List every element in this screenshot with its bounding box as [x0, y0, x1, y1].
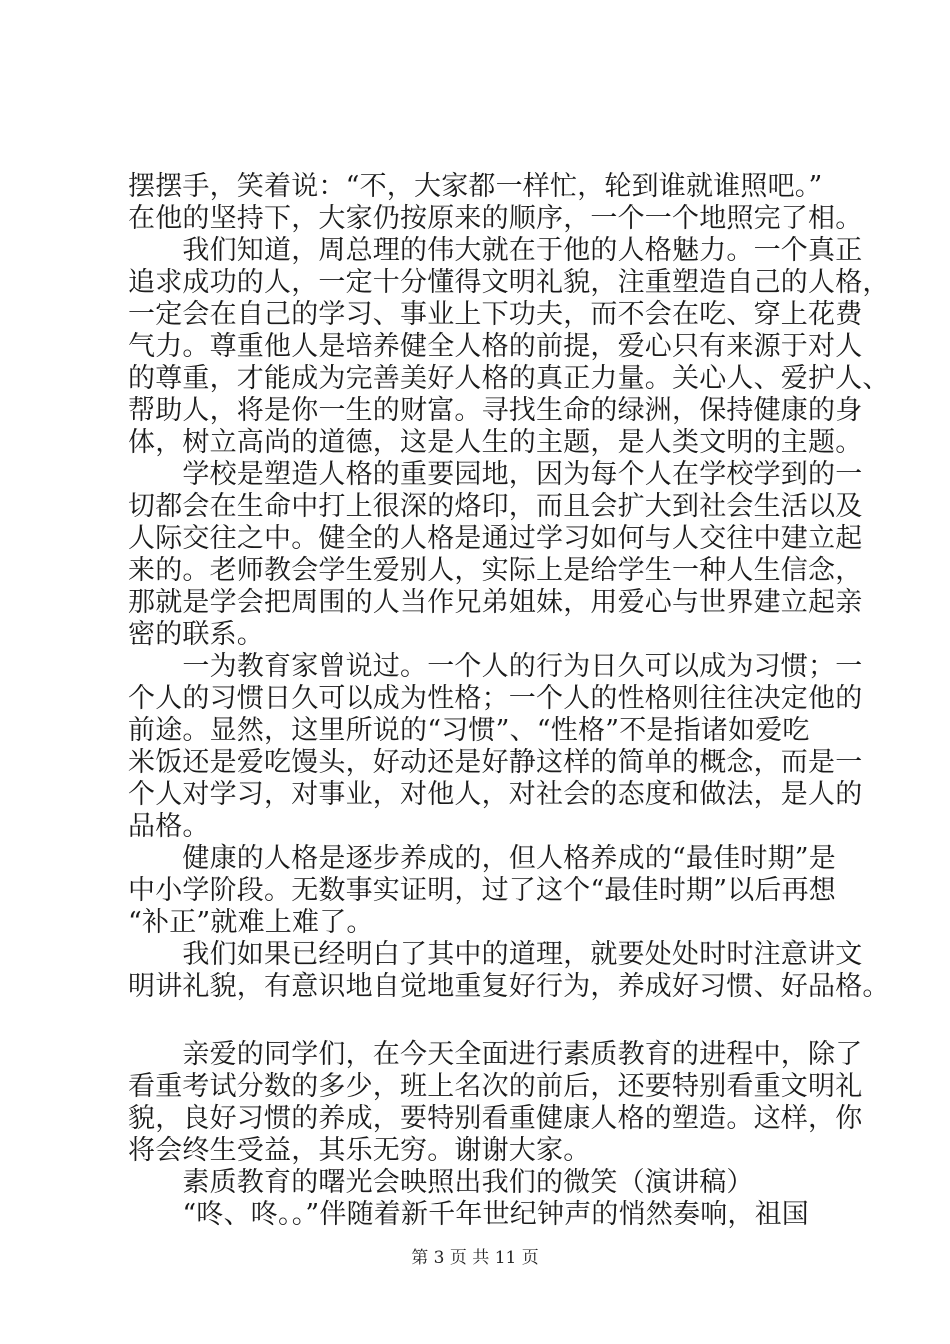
text-line: 前途。显然，这里所说的“习惯”、“性格”不是指诸如爱吃 [128, 715, 810, 746]
text-line: 我们如果已经明白了其中的道理，就要处处时时注意讲文 [128, 939, 863, 970]
text-line: 来的。老师教会学生爱别人，实际上是给学生一种人生信念， [128, 555, 863, 586]
text-line: 貌，良好习惯的养成，要特别看重健康人格的塑造。这样，你 [128, 1103, 863, 1134]
text-line: 将会终生受益，其乐无穷。谢谢大家。 [128, 1135, 591, 1166]
text-line: 亲爱的同学们，在今天全面进行素质教育的进程中，除了 [128, 1039, 863, 1070]
text-line: 一定会在自己的学习、事业上下功夫，而不会在吃、穿上花费 [128, 299, 863, 330]
text-line: 的尊重，才能成为完善美好人格的真正力量。关心人、爱护人、 [128, 363, 890, 394]
text-line: 品格。 [128, 811, 210, 842]
text-line: 学校是塑造人格的重要园地，因为每个人在学校学到的一 [128, 459, 863, 490]
text-line: 摆摆手，笑着说：“不，大家都一样忙，轮到谁就谁照吧。” [128, 171, 823, 202]
text-line: 帮助人，将是你一生的财富。寻找生命的绿洲，保持健康的身 [128, 395, 863, 426]
text-line: 我们知道，周总理的伟大就在于他的人格魅力。一个真正 [128, 235, 863, 266]
text-line: 那就是学会把周围的人当作兄弟姐妹，用爱心与世界建立起亲 [128, 587, 863, 618]
text-line: “补正”就难上难了。 [128, 907, 374, 938]
speech-title-line: 素质教育的曙光会映照出我们的微笑（演讲稿） [128, 1167, 754, 1198]
text-line: 一为教育家曾说过。一个人的行为日久可以成为习惯；一 [128, 651, 863, 682]
text-line: 个人对学习，对事业，对他人，对社会的态度和做法，是人的 [128, 779, 863, 810]
text-line: 人际交往之中。健全的人格是通过学习如何与人交往中建立起 [128, 523, 863, 554]
paragraph-gap [128, 1003, 838, 1039]
text-line: 追求成功的人，一定十分懂得文明礼貌，注重塑造自己的人格， [128, 267, 890, 298]
text-line: 看重考试分数的多少，班上名次的前后，还要特别看重文明礼 [128, 1071, 863, 1102]
text-line: 健康的人格是逐步养成的，但人格养成的“最佳时期”是 [128, 843, 837, 874]
text-line: 切都会在生命中打上很深的烙印，而且会扩大到社会生活以及 [128, 491, 863, 522]
document-body [128, 171, 890, 1231]
text-line: 气力。尊重他人是培养健全人格的前提，爱心只有来源于对人 [128, 331, 863, 362]
text-line: “咚、咚。。”伴随着新千年世纪钟声的悄然奏响，祖国 [128, 1199, 810, 1230]
text-line: 米饭还是爱吃馒头，好动还是好静这样的简单的概念，而是一 [128, 747, 863, 778]
text-line: 在他的坚持下，大家仍按原来的顺序，一个一个地照完了相。 [128, 203, 863, 234]
page-number-footer: 第 3 页 共 11 页 [411, 1248, 539, 1268]
text-line: 明讲礼貌，有意识地自觉地重复好行为，养成好习惯、好品格。 [128, 971, 890, 1002]
text-line: 个人的习惯日久可以成为性格；一个人的性格则往往决定他的 [128, 683, 863, 714]
text-line: 体，树立高尚的道德，这是人生的主题，是人类文明的主题。 [128, 427, 863, 458]
text-line: 中小学阶段。无数事实证明，过了这个“最佳时期”以后再想 [128, 875, 837, 906]
text-line: 密的联系。 [128, 619, 264, 650]
